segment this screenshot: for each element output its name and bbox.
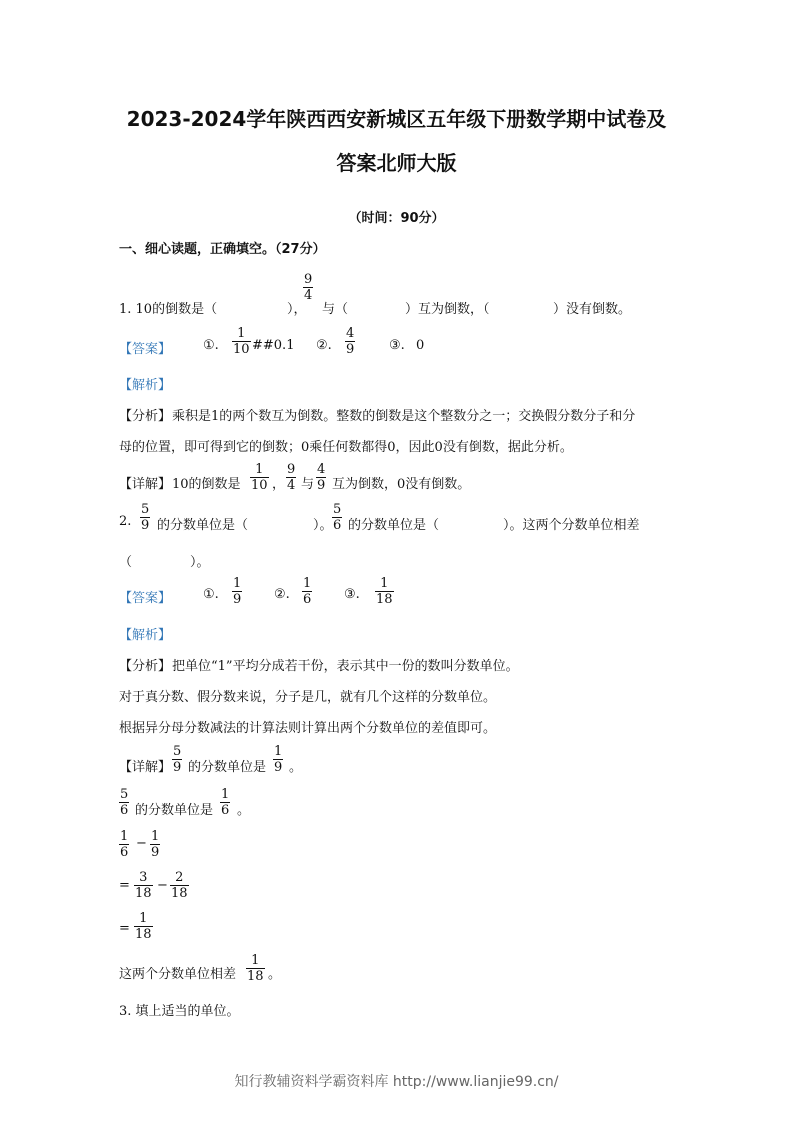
answer-marker: ③. xyxy=(389,338,405,353)
detail-text: 。 xyxy=(237,803,251,818)
time-note: （时间：90分） xyxy=(348,211,445,226)
detail-tag: 【详解】 xyxy=(119,477,172,492)
fraction: 1 6 xyxy=(221,787,230,818)
answer-marker: ①. xyxy=(203,338,219,353)
q2-text-c: 的分数单位是（ xyxy=(348,518,440,533)
fraction: 5 9 xyxy=(173,744,182,775)
analysis-tag: 【分析】 xyxy=(119,659,172,674)
q1-text-b: ）， xyxy=(287,302,307,317)
question-number: 2. xyxy=(119,514,132,529)
detail-text: 。 xyxy=(289,760,303,775)
analysis-tag: 【分析】 xyxy=(119,409,172,424)
fraction: 3 18 xyxy=(135,870,152,901)
q1-text-a: 1. 10的倒数是（ xyxy=(119,302,218,317)
q1-text-d: ）互为倒数，（ xyxy=(405,302,490,317)
fraction: 1 9 xyxy=(274,744,283,775)
answer-marker: ②. xyxy=(316,338,332,353)
q2-text-b: ）。 xyxy=(313,518,333,533)
analysis-line: 把单位“1”平均分成若干份，表示其中一份的数叫分数单位。 xyxy=(172,659,519,674)
answer-text: ##0.1 xyxy=(252,338,295,353)
answer-text: 0 xyxy=(416,338,425,353)
answer-marker: ①. xyxy=(203,587,219,602)
q2-text-d: ）。这两个分数单位相差 xyxy=(503,518,640,533)
fraction: 2 18 xyxy=(171,870,188,901)
detail-text: 。 xyxy=(268,967,282,982)
section-heading: 一、细心读题，正确填空。（27分） xyxy=(119,242,326,257)
fraction: 1 9 xyxy=(151,829,160,860)
analysis-line: 母的位置，即可得到它的倒数；0乘任何数都得0，因此0没有倒数，据此分析。 xyxy=(119,440,573,455)
fraction: 1 10 xyxy=(251,462,268,493)
fraction: 1 18 xyxy=(135,911,152,942)
detail-text: 10的倒数是 xyxy=(172,477,241,492)
fraction: 1 6 xyxy=(120,829,129,860)
minus-sign: − xyxy=(136,836,147,851)
fraction: 5 6 xyxy=(120,787,129,818)
page-title-line1: 2023-2024学年陕西西安新城区五年级下册数学期中试卷及 xyxy=(126,107,667,131)
q2-text-open: （ xyxy=(119,555,133,570)
analysis-line: 根据异分母分数减法的计算法则计算出两个分数单位的差值即可。 xyxy=(119,721,497,736)
equals-sign: = xyxy=(119,878,130,893)
fraction: 1 6 xyxy=(303,576,312,607)
footer-watermark: 知行教辅资料学霸资料库 http://www.lianjie99.cn/ xyxy=(234,1074,559,1090)
fraction: 9 4 xyxy=(304,272,313,303)
detail-text: 的分数单位是 xyxy=(135,803,214,818)
detail-text: 这两个分数单位相差 xyxy=(119,967,237,982)
detail-text: ， xyxy=(272,477,286,492)
q1-text-c: 与（ xyxy=(322,302,349,317)
jiexi-label: 【解析】 xyxy=(119,378,172,393)
analysis-line: 对于真分数、假分数来说，分子是几，就有几个这样的分数单位。 xyxy=(119,690,497,705)
q1-text-e: ）没有倒数。 xyxy=(553,302,632,317)
fraction: 4 9 xyxy=(346,326,355,357)
q2-text-a: 的分数单位是（ xyxy=(157,518,249,533)
equals-sign: = xyxy=(119,921,130,936)
page-title-line2: 答案北师大版 xyxy=(336,151,457,175)
answer-tag: 【答案】 xyxy=(119,342,172,357)
answer-marker: ③. xyxy=(344,587,360,602)
minus-sign: − xyxy=(157,878,168,893)
detail-text: 的分数单位是 xyxy=(188,760,267,775)
detail-text: 与 xyxy=(301,477,315,492)
fraction: 1 18 xyxy=(247,953,264,984)
answer-marker: ②. xyxy=(274,587,290,602)
fraction: 5 6 xyxy=(333,502,342,533)
analysis-line: 乘积是1的两个数互为倒数。整数的倒数是这个整数分之一；交换假分数分子和分 xyxy=(172,409,636,424)
fraction: 1 18 xyxy=(376,576,393,607)
fraction: 5 9 xyxy=(141,502,150,533)
fraction: 4 9 xyxy=(317,462,326,493)
detail-tag: 【详解】 xyxy=(119,760,172,775)
q2-text-close: ）。 xyxy=(190,555,210,570)
answer-tag: 【答案】 xyxy=(119,591,172,606)
jiexi-label: 【解析】 xyxy=(119,628,172,643)
question-3: 3. 填上适当的单位。 xyxy=(119,1004,240,1019)
detail-text: 互为倒数，0没有倒数。 xyxy=(332,477,471,492)
fraction: 1 9 xyxy=(233,576,242,607)
fraction: 1 10 xyxy=(233,326,250,357)
fraction: 9 4 xyxy=(287,462,296,493)
